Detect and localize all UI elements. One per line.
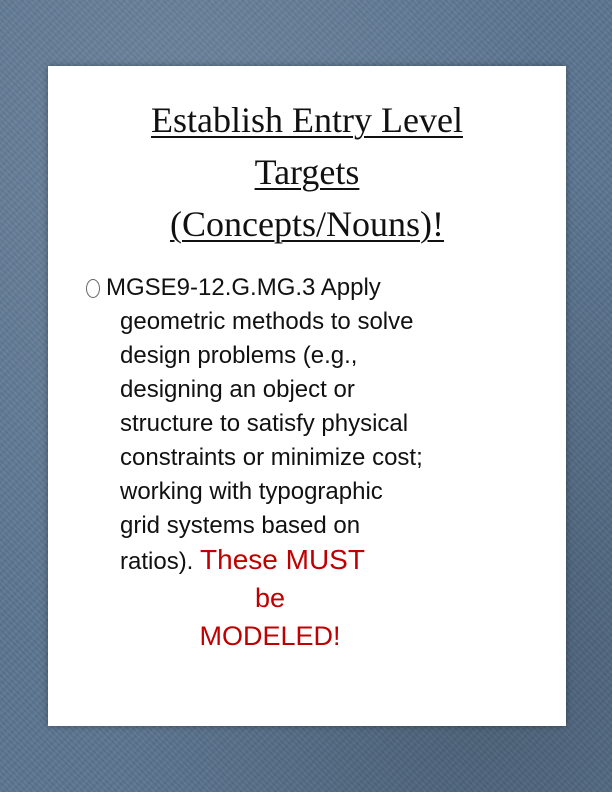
slide-title: [48, 94, 566, 250]
emphasis-line-2: be: [254, 583, 286, 613]
emphasis-line-1: These MUST: [200, 544, 365, 575]
emphasis-line-3: MODELED!: [199, 621, 341, 651]
bullet-line-2: geometric methods to solve: [120, 308, 414, 335]
bullet-line-4: designing an object or: [120, 376, 355, 403]
title-line-2: Targets: [254, 152, 360, 192]
bullet-line-9-text: ratios).: [120, 548, 194, 575]
bullet-line-1: MGSE9-12.G.MG.3 Apply: [106, 274, 381, 301]
bullet-line-7: working with typographic: [120, 478, 383, 505]
bullet-line-6: constraints or minimize cost;: [120, 444, 423, 471]
bullet-line-5: structure to satisfy physical: [120, 410, 409, 437]
bullet-item: [86, 271, 556, 655]
bullet-circle-icon: [86, 279, 100, 298]
bullet-line-3: design problems (e.g.,: [120, 342, 358, 369]
slide-card: [48, 66, 566, 726]
title-line-1: Establish Entry Level: [151, 100, 463, 140]
bullet-line-9: [120, 543, 556, 579]
bullet-line-8: grid systems based on: [120, 512, 361, 539]
bullet-text: [106, 271, 556, 655]
title-line-3: (Concepts/Nouns)!: [170, 204, 444, 244]
